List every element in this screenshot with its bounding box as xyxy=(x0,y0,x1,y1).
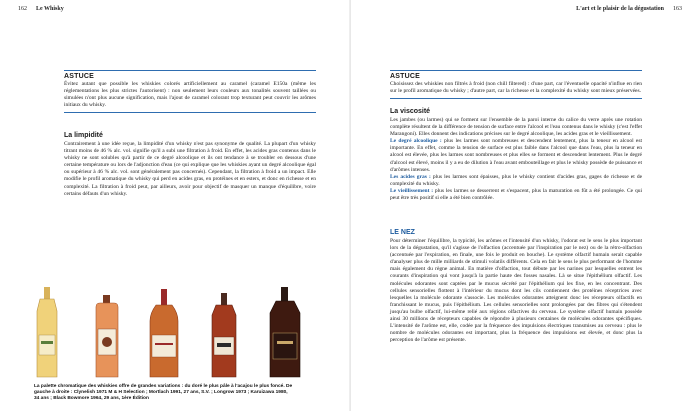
bottle-longrow xyxy=(150,289,178,377)
bottle-black-bowmore xyxy=(270,287,300,377)
degre-text: plus les larmes sont nombreuses et descendent lentement, plus la teneur en alcool est importante. En effet, comme la tension de surface est plus faible dans l'alcool que dans l'eau, plus la teneur en alcool est élevée, plus les larmes sont nombreuses et plus elles se forment et descendent lentement. Plus le degré d'alcool est élevé, moins il y a eu de dilution à l'eau avant embouteillage et plus le whisky possède de puissance et d'arômes intenses. xyxy=(390,138,643,173)
acides-label: Les acides gras : xyxy=(390,173,431,180)
acides-text: plus les larmes sont épaisses, plus le whisky contient d'acides gras, gages de richesse et de complexité du whisky. xyxy=(390,173,643,187)
acides-paragraph xyxy=(390,174,642,188)
right-running-title: L'art et le plaisir de la dégustation xyxy=(576,6,664,12)
viscosite-heading: La viscosité xyxy=(390,108,431,115)
vieil-paragraph xyxy=(390,188,642,202)
bottle-mortlach xyxy=(96,295,118,377)
nez-text: Pour déterminer l'équilibre, la typicité, les arômes et l'intensité d'un whisky, l'odorat est le sens le plus important lors de la dégustation, qu'il s'agisse de l'olfaction (accentuée par l'inspiration par le nez) ou de la rétro-olfaction (accentuée par l'expiration, en finale, une fois le produit en bouche). Le système olfactif humain serait capable d'analyser plus de mille milliards de stimuli volatils différents. Cela en fait le sens le plus performant de l'homme mais également du règne animal. En matière d'olfaction, tout débute par les narines par lesquelles entrent les courants d'inspiration qui vont jusqu'à la partie haute des fosses nasales. Là se situe l'épithélium olfactif. Les molécules odorantes sont captées par le mucus sécrété par l'épithélium qui les fixe, en les concentrant. Des cellules sensorielles flottent à l'intérieur du mucus dont les cils contiennent des protéines réceptrices avec lesquelles la molécule odorante s'associe. Les molécules odorantes atteignent donc les récepteurs olfactifs en franchissant le mucus, puis l'épithélium. Les cellules sensorielles sont prolongées par des fibres qui s'étendent jusqu'au bulbe olfactif, lui-même relié aux régions olfactives du cerveau. Le système olfactif humain possède ainsi 30 millions de récepteurs capables de répondre à plusieurs centaines de molécules odorantes spécifiques. L'intensité de l'arôme est, elle, codée par la fréquence des impulsions électriques transmises au cerveau : plus le nombre de molécules odorantes est important, plus la fréquence des impulsions est élevée, et donc plus la perception de l'arôme est présente. xyxy=(390,238,642,344)
nez-heading: LE NEZ xyxy=(390,229,415,236)
limpidite-section xyxy=(64,132,316,198)
bottles-caption: La palette chromatique des whiskies offre de grandes variations : du doré le plus pâle à l'acajou le plus foncé. De gauche à droite : Clynelish 1971 M & H Selection ; Mortlach 1991, 27 ans, S.V. ; Longrow 1973 ; Karuizawa 1980, 34 ans ; Black Bowmore 1964, 29 ans, 1ère Édition xyxy=(34,384,293,402)
right-folio: 163 xyxy=(673,6,682,12)
vieil-text: plus les larmes se desserrent et s'espacent, plus la maturation en fût a été prolongée. Ce qui peut être très positif si elle a été bien contrôlée. xyxy=(390,187,642,202)
left-folio: 162 xyxy=(18,6,27,12)
left-astuce-box xyxy=(64,70,316,113)
bottle-karuizawa xyxy=(212,293,236,377)
right-running-head xyxy=(576,6,682,12)
left-running-head xyxy=(18,6,64,12)
right-astuce-box xyxy=(390,70,642,99)
viscosite-intro: Les jambes (ou larmes) qui se forment sur l'ensemble de la paroi interne du calice du verre après une rotation complète résultent de la différence de tension de surface entre l'alcool et l'eau contenus dans le whisky (c'est l'effet Marangoni). Elles donnent des indications précises sur le degré alcoolique, les acides gras et le vieillissement. xyxy=(390,117,642,138)
left-running-title: Le Whisky xyxy=(36,6,64,12)
vieil-label: Le vieillissement : xyxy=(390,187,434,194)
left-astuce-title: ASTUCE xyxy=(64,73,94,80)
bottle-clynelish xyxy=(37,287,57,377)
degre-label: Le degré alcoolique : xyxy=(390,138,442,145)
nez-section xyxy=(390,229,642,344)
degre-paragraph xyxy=(390,138,642,173)
right-astuce-title: ASTUCE xyxy=(390,73,420,80)
whisky-bottles-illustration xyxy=(30,285,330,380)
limpidite-text: Contrairement à une idée reçue, la limpidité d'un whisky n'est pas synonyme de qualité. La plupart d'un whisky titrant moins de 46 % alc. vol. signifie qu'il a subi une filtration à froid. En effet, les acides gras contenus dans le whisky ne sont solubles qu'à partir de ce degré alcoolique et ils ont tendance à se troubler en dessous d'une certaine température ou lors de l'adjonction d'eau (ce qui explique que les whiskies ayant un degré alcoolique égal ou supérieur à 46 % alc. vol. sont généralement pas concernés). Cependant, la filtration à froid a un impact. Elle modifie le profil aromatique du whisky qui perd en acides gras, en protéines et en esters, et donc en richesse et en complexité. La filtration à froid peut, par ailleurs, avoir pour objectif de masquer un manque d'équilibre, voire certains défauts d'un whisky. xyxy=(64,141,316,197)
right-page xyxy=(350,0,700,411)
limpidite-heading: La limpidité xyxy=(64,132,103,139)
viscosite-section xyxy=(390,108,642,202)
right-astuce-text: Choisissez des whiskies non filtrés à froid (non chill filtered) : d'une part, car l'éventuelle opacité n'influe en rien sur le profil aromatique du whisky ; d'autre part, car la richesse et la complexité du whisky sont mieux préservées. xyxy=(390,81,642,95)
left-astuce-text: Évitez autant que possible les whiskies colorés artificiellement au caramel (caramel E150a (même les réglementations les plus strictes l'autorisent) : non seulement leurs couleurs aux tonalités souvent taillées ou simulées n'ont plus aucune signification, mais l'ajout de caramel colorant trop texturant peut couvrir les arômes initiaux du whisky. xyxy=(64,81,316,109)
